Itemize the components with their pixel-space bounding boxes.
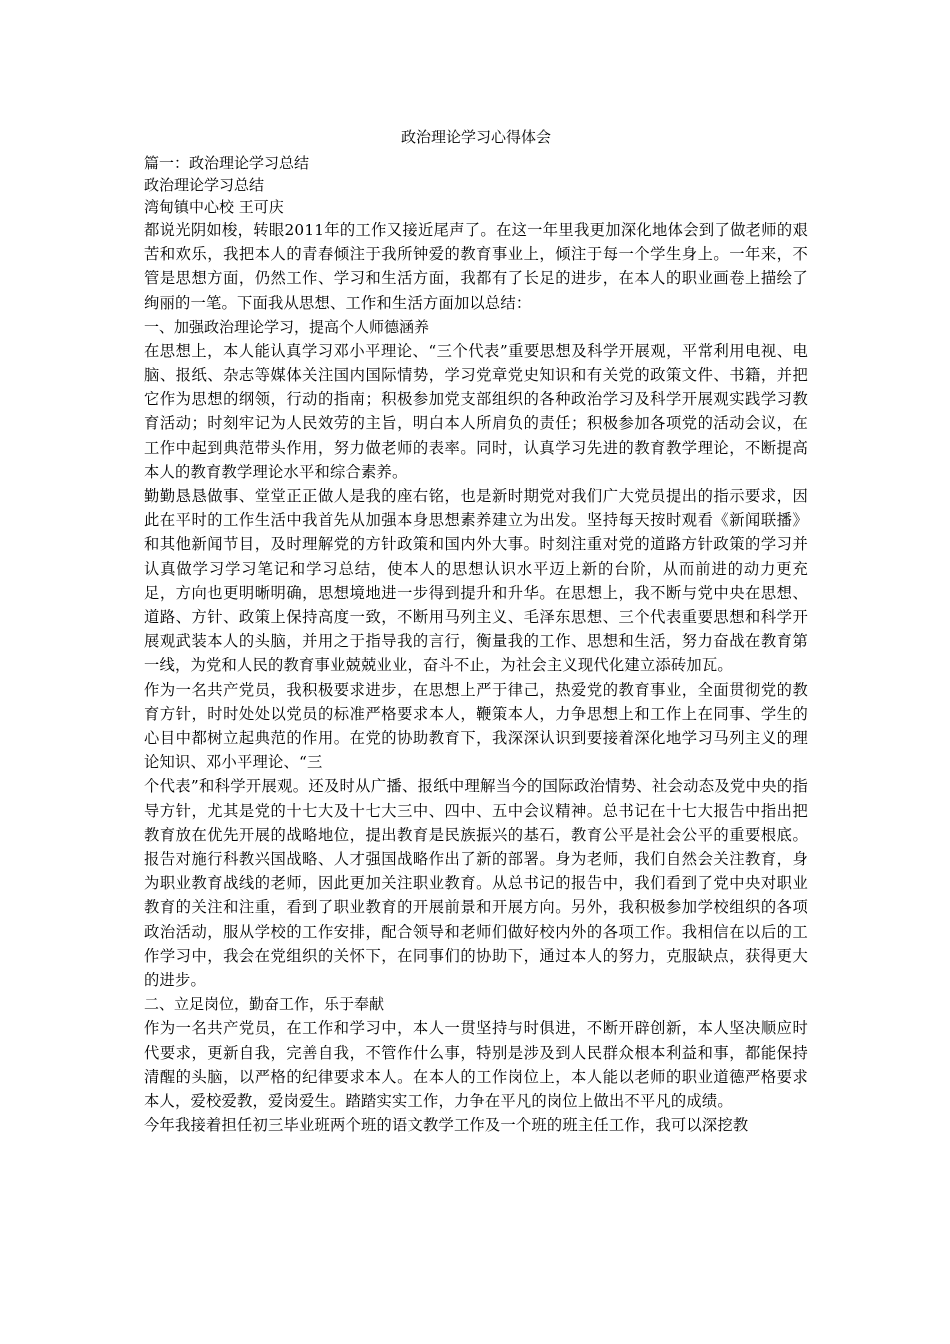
author-line: 湾甸镇中心校 王可庆 [144, 198, 284, 216]
paragraph: 今年我接着担任初三毕业班两个班的语文教学工作及一个班的班主任工作，我可以深挖教 [144, 1116, 749, 1135]
subtitle: 政治理论学习总结 [144, 176, 265, 194]
subheading: 二、立足岗位，勤奋工作，乐于奉献 [144, 995, 385, 1014]
paragraph: 在思想上，本人能认真学习邓小平理论、“三个代表”重要思想及科学开展观，平常利用电视、电脑、报纸、杂志等媒体关注国内国际情势，学习党章党史知识和有关党的政策文件、书籍，并把它作为思想的纲领，行动的指南；积极参加党支部组织的各种政治学习及科学开展观实践学习教育活动；时刻牢记为人民效劳的主旨，明白本人所肩负的责任；积极参加各项党的活动会议，在工作中起到典范带头作用，努力做老师的表率。同时，认真学习先进的教育教学理论，不断提高本人的教育教学理论水平和综合素养。 [144, 341, 808, 481]
document-page [144, 122, 808, 1137]
paragraph: 作为一名共产党员，我积极要求进步，在思想上严于律己，热爱党的教育事业，全面贯彻党的教育方针，时时处处以党员的标准严格要求本人，鞭策本人，力争思想上和工作上在同事、学生的心目中都树立起典范的作用。在党的协助教育下，我深深认识到要接着深化地学习马列主义的理论知识、邓小平理论、“三 [144, 680, 808, 772]
subheading: 一、加强政治理论学习，提高个人师德涵养 [144, 317, 430, 336]
paragraph: 都说光阴如梭，转眼2011年的工作又接近尾声了。在这一年里我更加深化地体会到了做老师的艰苦和欢乐，我把本人的青春倾注于我所钟爱的教育事业上，倾注于每一个学生身上。一年来，不管是思想方面，仍然工作、学习和生活方面，我都有了长足的进步，在本人的职业画卷上描绘了绚丽的一笔。下面我从思想、工作和生活方面加以总结： [144, 221, 808, 312]
document-title: 政治理论学习心得体会 [400, 128, 551, 146]
paragraph: 个代表”和科学开展观。还及时从广播、报纸中理解当今的国际政治情势、社会动态及党中央的指导方针，尤其是党的十七大及十七大三中、四中、五中会议精神。总书记在十七大报告中指出把教育放在优先开展的战略地位，提出教育是民族振兴的基石，教育公平是社会公平的重要根底。报告对施行科教兴国战略、人才强国战略作出了新的部署。身为老师，我们自然会关注教育，身为职业教育战线的老师，因此更加关注职业教育。从总书记的报告中，我们看到了党中央对职业教育的关注和注重，看到了职业教育的开展前景和开展方向。另外，我积极参加学校组织的各项政治活动，服从学校的工作安排，配合领导和老师们做好校内外的各项工作。我相信在以后的工作学习中，我会在党组织的关怀下，在同事们的协助下，通过本人的努力，克服缺点，获得更大的进步。 [144, 777, 808, 990]
section-heading: 篇一：政治理论学习总结 [144, 154, 310, 172]
paragraph: 勤勤恳恳做事、堂堂正正做人是我的座右铭，也是新时期党对我们广大党员提出的指示要求，因此在平时的工作生活中我首先从加强本身思想素养建立为出发。坚持每天按时观看《新闻联播》和其他新闻节目，及时理解党的方针政策和国内外大事。时刻注重对党的道路方针政策的学习并认真做学习学习笔记和学习总结，使本人的思想认识水平迈上新的台阶，从而前进的动力更充足，方向也更明晰明确，思想境地进一步得到提升和升华。在思想上，我不断与党中央在思想、道路、方针、政策上保持高度一致，不断用马列主义、毛泽东思想、三个代表重要思想和科学开展观武装本人的头脑，并用之于指导我的言行，衡量我的工作、思想和生活，努力奋战在教育第一线，为党和人民的教育事业兢兢业业，奋斗不止，为社会主义现代化建立添砖加瓦。 [144, 487, 808, 675]
paragraph: 作为一名共产党员，在工作和学习中，本人一贯坚持与时俱进，不断开辟创新，本人坚决顺应时代要求，更新自我，完善自我，不管作什么事，特别是涉及到人民群众根本利益和事，都能保持清醒的头脑，以严格的纪律要求本人。在本人的工作岗位上，本人能以老师的职业道德严格要求本人，爱校爱教，爱岗爱生。踏踏实实工作，力争在平凡的岗位上做出不平凡的成绩。 [144, 1019, 808, 1110]
